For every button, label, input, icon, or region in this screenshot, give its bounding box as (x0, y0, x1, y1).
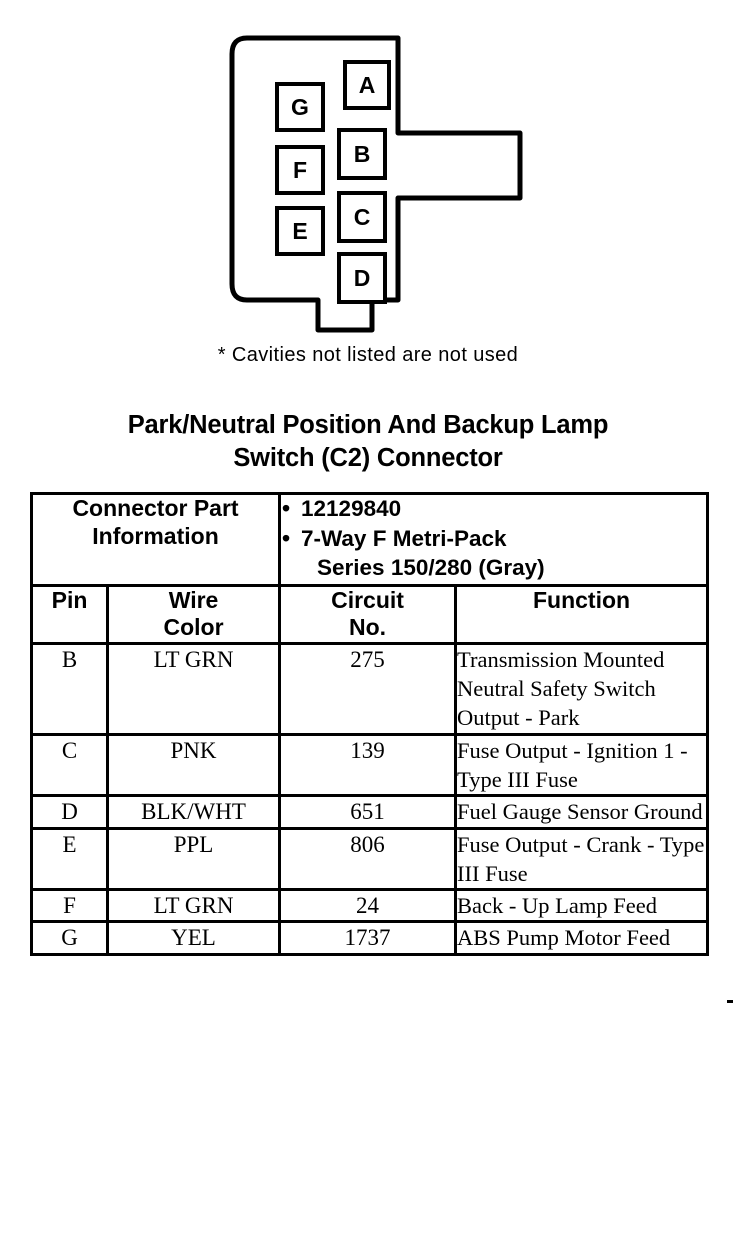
cell-pin: G (32, 922, 108, 954)
cavity-label-g: G (291, 94, 309, 120)
cell-function: Fuse Output - Ignition 1 - Type III Fuse (456, 734, 708, 796)
cell-pin: C (32, 734, 108, 796)
table-row (32, 828, 708, 890)
table-row (32, 890, 708, 922)
column-header-circuit-line2: No. (348, 614, 387, 641)
cell-wire-color: LT GRN (108, 890, 280, 922)
cell-wire-color: LT GRN (108, 643, 280, 734)
connector-part-info-label-line2: Information (92, 522, 219, 549)
cell-wire-color: BLK/WHT (108, 796, 280, 828)
cell-pin: E (32, 828, 108, 890)
cell-circuit-no: 651 (280, 796, 456, 828)
pin-table-container (30, 492, 706, 956)
connector-part-number-item (301, 495, 706, 523)
table-row (32, 734, 708, 796)
column-header-wire-color-line1: Wire (168, 586, 219, 613)
connector-part-info-values (280, 494, 708, 585)
cell-function: Fuse Output - Crank - Type III Fuse (456, 828, 708, 890)
connector-type-item (301, 525, 706, 581)
cavity-label-e: E (292, 218, 308, 244)
connector-diagram (0, 0, 736, 340)
cell-function: ABS Pump Motor Feed (456, 922, 708, 954)
cell-function: Fuel Gauge Sensor Ground (456, 796, 708, 828)
cell-pin: B (32, 643, 108, 734)
table-row (32, 643, 708, 734)
connector-series: Series 150/280 (Gray) (317, 554, 545, 580)
column-header-circuit-no (280, 585, 456, 643)
column-header-wire-color (108, 585, 280, 643)
connector-part-number: 12129840 (301, 496, 402, 522)
connector-part-info-label (32, 494, 280, 585)
cavity-label-d: D (353, 265, 371, 291)
connector-part-info-label-line1: Connector Part (72, 495, 239, 522)
cell-circuit-no: 24 (280, 890, 456, 922)
cell-pin: D (32, 796, 108, 828)
column-header-circuit-line1: Circuit (331, 586, 404, 613)
edge-artifact-mark (727, 1000, 733, 1003)
table-header-row (32, 585, 708, 643)
page-title (0, 409, 736, 474)
cell-function: Transmission Mounted Neutral Safety Switch Output - Park (456, 643, 708, 734)
cell-circuit-no: 139 (280, 734, 456, 796)
cell-wire-color: PPL (108, 828, 280, 890)
table-row (32, 922, 708, 954)
cell-circuit-no: 275 (280, 643, 456, 734)
table-row (32, 796, 708, 828)
column-header-wire-color-line2: Color (163, 614, 224, 641)
cell-function: Back - Up Lamp Feed (456, 890, 708, 922)
cavity-label-b: B (353, 141, 371, 167)
pin-table (30, 492, 709, 956)
cavity-label-a: A (358, 72, 376, 98)
cell-wire-color: YEL (108, 922, 280, 954)
connector-part-info-row (32, 494, 708, 585)
cavity-label-f: F (292, 157, 308, 183)
cavity-label-c: C (353, 204, 371, 230)
cell-circuit-no: 806 (280, 828, 456, 890)
page-title-line1: Park/Neutral Position And Backup Lamp (127, 411, 609, 439)
cell-wire-color: PNK (108, 734, 280, 796)
column-header-function: Function (456, 585, 708, 643)
page-title-line2: Switch (C2) Connector (233, 443, 503, 472)
connector-type: 7-Way F Metri-Pack (301, 526, 507, 552)
cell-circuit-no: 1737 (280, 922, 456, 954)
cavities-footnote: * Cavities not listed are not used (217, 344, 519, 366)
cell-pin: F (32, 890, 108, 922)
column-header-pin: Pin (32, 585, 108, 643)
